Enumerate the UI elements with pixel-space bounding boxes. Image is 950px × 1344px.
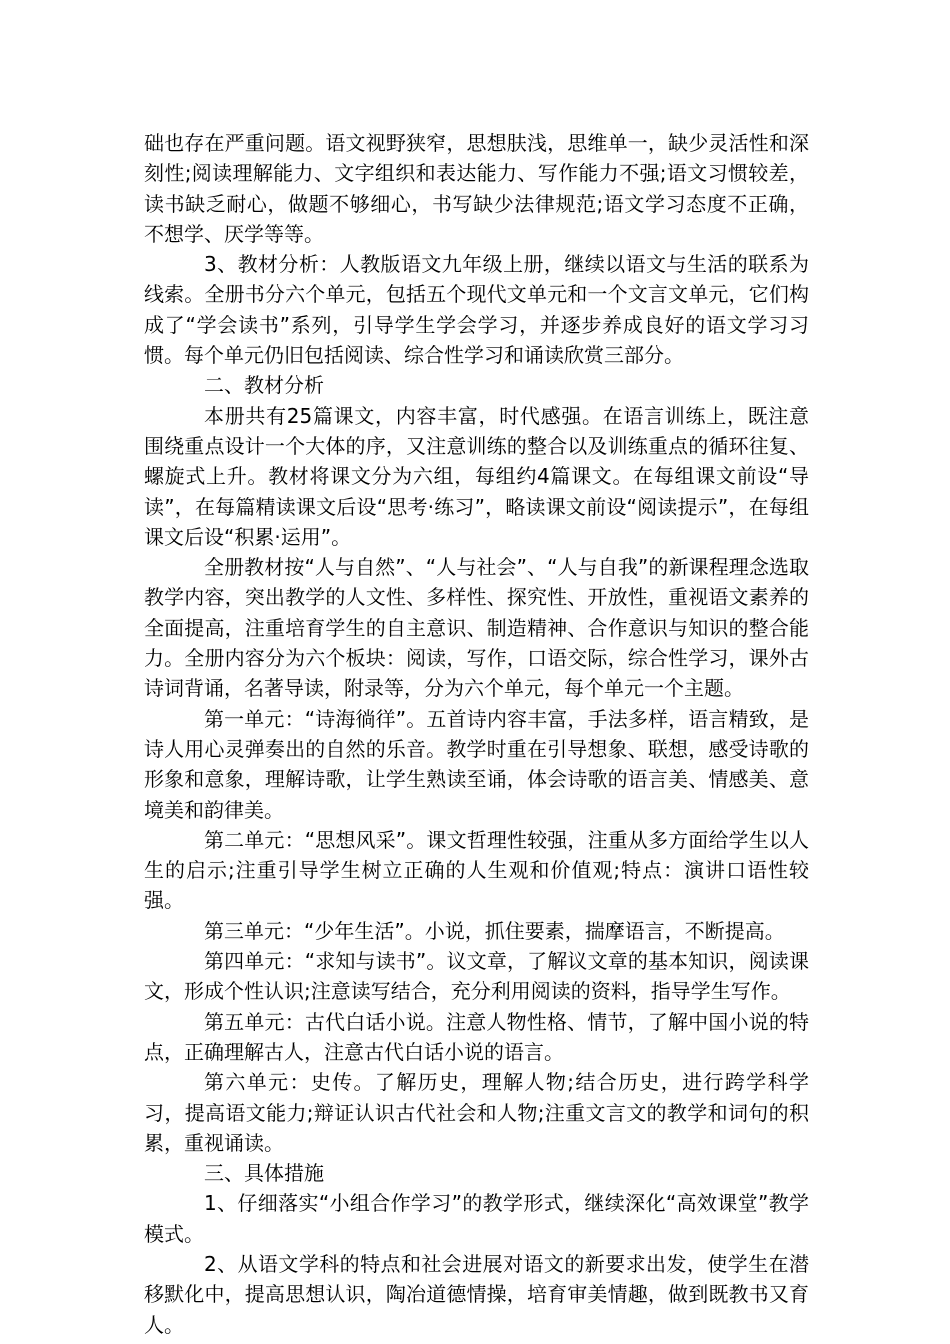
paragraph-measure-1: 1、仔细落实“小组合作学习”的教学形式，继续深化“高效课堂”教学模式。 (144, 1191, 809, 1246)
paragraph-measure-2: 2、从语文学科的特点和社会进展对语文的新要求出发，使学生在潜移默化中，提高思想认识，陶冶道德情操，培育审美情趣，做到既教书又育人。 (144, 1251, 809, 1337)
paragraph-unit-3: 第三单元：“少年生活”。小说，抓住要素，揣摩语言，不断提高。 (204, 918, 785, 943)
paragraph-textbook-analysis: 3、教材分析：人教版语文九年级上册，继续以语文与生活的联系为线索。全册书分六个单元，包括五个现代文单元和一个文言文单元，它们构成了“学会读书”系列，引导学生学会学习，并逐步养成良好的语文学习习惯。每个单元仍旧包括阅读、综合性学习和诵读欣赏三部分。 (144, 252, 809, 368)
section-heading-2: 二、教材分析 (204, 373, 324, 398)
paragraph-unit-1: 第一单元：“诗海徜徉”。五首诗内容丰富，手法多样，语言精致，是诗人用心灵弹奏出的自然的乐音。教学时重在引导想象、联想，感受诗歌的形象和意象，理解诗歌，让学生熟读至诵，体会诗歌的语言美、情感美、意境美和韵律美。 (144, 706, 809, 822)
paragraph-overview: 本册共有25篇课文，内容丰富，时代感强。在语言训练上，既注意围绕重点设计一个大体的序，又注意训练的整合以及训练重点的循环往复、螺旋式上升。教材将课文分为六组，每组约4篇课文。在每组课文前设“导读”，在每篇精读课文后设“思考·练习”，略读课文前设“阅读提示”，在每组课文后设“积累·运用”。 (144, 403, 809, 549)
paragraph-unit-5: 第五单元：古代白话小说。注意人物性格、情节，了解中国小说的特点，正确理解古人，注意古代白话小说的语言。 (144, 1009, 809, 1064)
section-heading-3: 三、具体措施 (204, 1161, 324, 1186)
paragraph-unit-4: 第四单元：“求知与读书”。议文章，了解议文章的基本知识，阅读课文，形成个性认识;注意读写结合，充分利用阅读的资料，指导学生写作。 (144, 949, 809, 1004)
document-body (144, 128, 809, 1340)
paragraph-curriculum: 全册教材按“人与自然”、“人与社会”、“人与自我”的新课程理念选取教学内容，突出教学的人文性、多样性、探究性、开放性，重视语文素养的全面提高，注重培育学生的自主意识、制造精神、合作意识与知识的整合能力。全册内容分为六个板块：阅读，写作，口语交际，综合性学习，课外古诗词背诵，名著导读，附录等，分为六个单元，每个单元一个主题。 (144, 555, 809, 701)
paragraph-unit-2: 第二单元：“思想风采”。课文哲理性较强，注重从多方面给学生以人生的启示;注重引导学生树立正确的人生观和价值观;特点：演讲口语性较强。 (144, 827, 809, 913)
paragraph-unit-6: 第六单元：史传。了解历史，理解人物;结合历史，进行跨学科学习，提高语文能力;辩证认识古代社会和人物;注重文言文的教学和词句的积累，重视诵读。 (144, 1070, 809, 1155)
paragraph-problems: 础也存在严重问题。语文视野狭窄，思想肤浅，思维单一，缺少灵活性和深刻性;阅读理解能力、文字组织和表达能力、写作能力不强;语文习惯较差，读书缺乏耐心，做题不够细心，书写缺少法律规范;语文学习态度不正确，不想学、厌学等等。 (144, 131, 809, 246)
